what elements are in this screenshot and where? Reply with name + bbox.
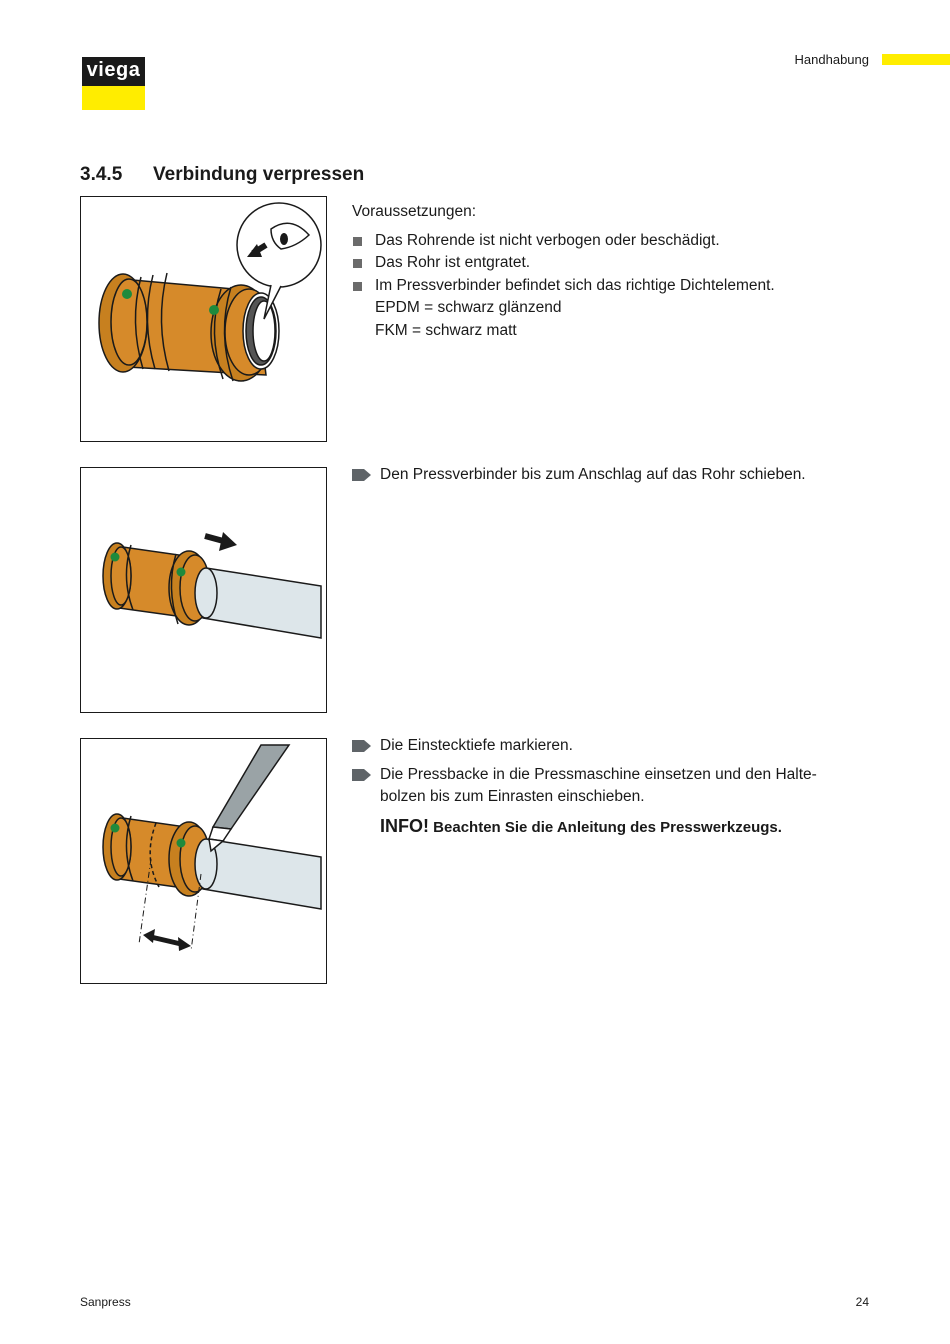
list-item: Im Pressverbinder befindet sich das richtige Dichtelement. [352,275,852,298]
footer-product: Sanpress [80,1295,131,1309]
figure-push-fitting [80,467,327,713]
chapter-label: Handhabung [794,52,869,67]
logo-yellow-band [82,86,145,110]
page-number: 24 [855,1295,869,1309]
info-text: Beachten Sie die Anleitung des Presswerkzeugs. [433,818,782,836]
section-number: 3.4.5 [80,164,123,185]
section-title: Verbindung verpressen [153,164,365,185]
bullet-square-icon [353,259,362,268]
chapter-accent-bar [882,54,950,65]
step-arrow-icon [352,769,371,781]
fitting-inspection-illustration [81,197,326,441]
section-heading [80,164,364,186]
seal-type-fkm: FKM = schwarz matt [375,321,517,339]
step-item: Die Einstecktiefe markieren. [352,735,852,758]
info-label: INFO! [380,815,429,836]
step-arrow-icon [352,740,371,752]
step-item: Den Pressverbinder bis zum Anschlag auf das Rohr schieben. [352,464,852,487]
figure-mark-depth [80,738,327,984]
requirements-intro: Voraussetzungen: [352,203,477,220]
seal-type-epdm: EPDM = schwarz glänzend [375,299,562,316]
bullet-square-icon [353,282,362,291]
mark-depth-illustration [81,739,326,983]
figure-inspect-fitting [80,196,327,442]
list-item: Das Rohr ist entgratet. [352,252,852,275]
step-arrow-icon [352,469,371,481]
requirements-block [352,201,852,342]
step-item: Die Pressbacke in die Pressmaschine einsetzen und den Halte- bolzen bis zum Einrasten einschieben. [352,764,822,809]
bullet-square-icon [353,237,362,246]
push-fitting-illustration [81,468,326,712]
info-note [352,815,852,840]
list-item: Das Rohrende ist nicht verbogen oder beschädigt. [352,230,852,253]
logo-wordmark: viega [82,57,145,86]
viega-logo [82,57,145,110]
mark-depth-block [352,735,852,839]
push-fitting-block [352,464,852,493]
